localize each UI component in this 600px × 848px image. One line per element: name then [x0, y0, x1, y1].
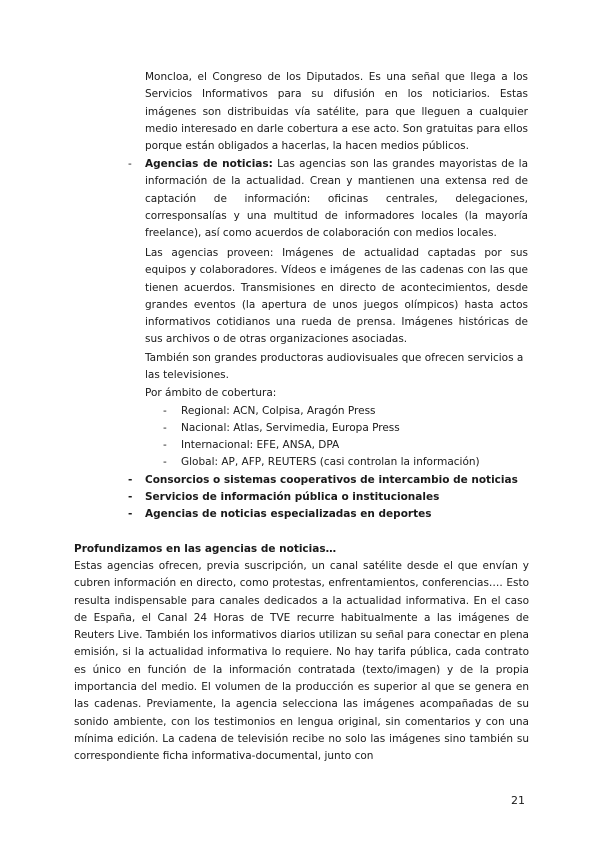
sub-bullet-dash: -: [163, 405, 167, 417]
section-heading: Profundizamos en las agencias de noticias…: [74, 543, 337, 555]
sub-bullet-dash: -: [163, 456, 167, 468]
section-paragraph: Estas agencias ofrecen, previa suscripción, un canal satélite desde el que envían y cubren información en directo, como protestas, enfrentamientos, conferencias…. Esto resulta indispensable para canales dedicados a la actualidad informativa. En el caso de España, el Canal 24 Horas de TVE recurre habitualmente a las imágenes de Reuters Live. También los informativos diarios utilizan su señal para conectar en plena emisión, si la actualidad informativa lo requiere. No hay tarifa pública, cada contrato es único en función de la información contratada (texto/imagen) y de la propia importancia del medio. El volumen de la producción es superior al que se genera en las cadenas. Previamente, la agencia selecciona las imágenes acompañadas de su sonido ambiente, con los testimonios en lengua original, sin comentarios y con una mínima edición. La cadena de televisión recibe no solo las imágenes sino también su correspondiente ficha informativa-documental, junto con: [74, 560, 529, 763]
bullet-dash: -: [128, 491, 133, 503]
bullet-dash: -: [128, 158, 132, 170]
agencias-desc: Las agencias son las grandes mayoristas de la información de la actualidad. Crean y mantienen una extensa red de captación de información: oficinas centrales, delegaciones, corresponsalías y una multitud de informadores locales (la mayoría freelance), así como acuerdos de colaboración con medios locales.: [145, 158, 529, 240]
bold-item-deportes: Agencias de noticias especializadas en deportes: [145, 508, 432, 520]
bold-item-consorcios: Consorcios o sistemas cooperativos de intercambio de noticias: [145, 474, 518, 486]
ambito-item-nacional: Nacional: Atlas, Servimedia, Europa Press: [181, 422, 400, 434]
bold-item-servicios: Servicios de información pública o institucionales: [145, 491, 440, 503]
bullet-dash: -: [128, 474, 133, 486]
agencias-bullet: [145, 156, 528, 242]
bullet-dash: -: [128, 508, 133, 520]
intro-paragraph: Moncloa, el Congreso de los Diputados. Es una señal que llega a los Servicios Informativos para su difusión en los noticiarios. Estas imágenes son distribuidas vía satélite, para que lleguen a cualquier medio interesado en darle cobertura a ese acto. Son gratuitas para ellos porque están obligados a hacerlas, la hacen medios públicos.: [145, 71, 528, 153]
sub-bullet-dash: -: [163, 439, 167, 451]
ambito-item-regional: Regional: ACN, Colpisa, Aragón Press: [181, 405, 376, 417]
sub-bullet-dash: -: [163, 422, 167, 434]
ambito-item-global: Global: AP, AFP, REUTERS (casi controlan la información): [181, 456, 480, 468]
agencias-title: Agencias de noticias:: [145, 158, 273, 170]
agencias-productoras-paragraph: También son grandes productoras audiovisuales que ofrecen servicios a las televisiones.: [145, 352, 524, 382]
ambito-item-internacional: Internacional: EFE, ANSA, DPA: [181, 439, 340, 451]
ambito-title: Por ámbito de cobertura:: [145, 387, 277, 399]
agencias-proveen-paragraph: Las agencias proveen: Imágenes de actualidad captadas por sus equipos y colaboradores. Vídeos e imágenes de las cadenas con las que tienen acuerdos. Transmisiones en directo de acontecimientos, desde grandes eventos (la apertura de unos juegos olímpicos) hasta actos informativos cotidianos una rueda de prensa. Imágenes históricas de sus archivos o de otras organizaciones asociadas.: [145, 247, 528, 346]
page-number: 21: [511, 794, 525, 807]
